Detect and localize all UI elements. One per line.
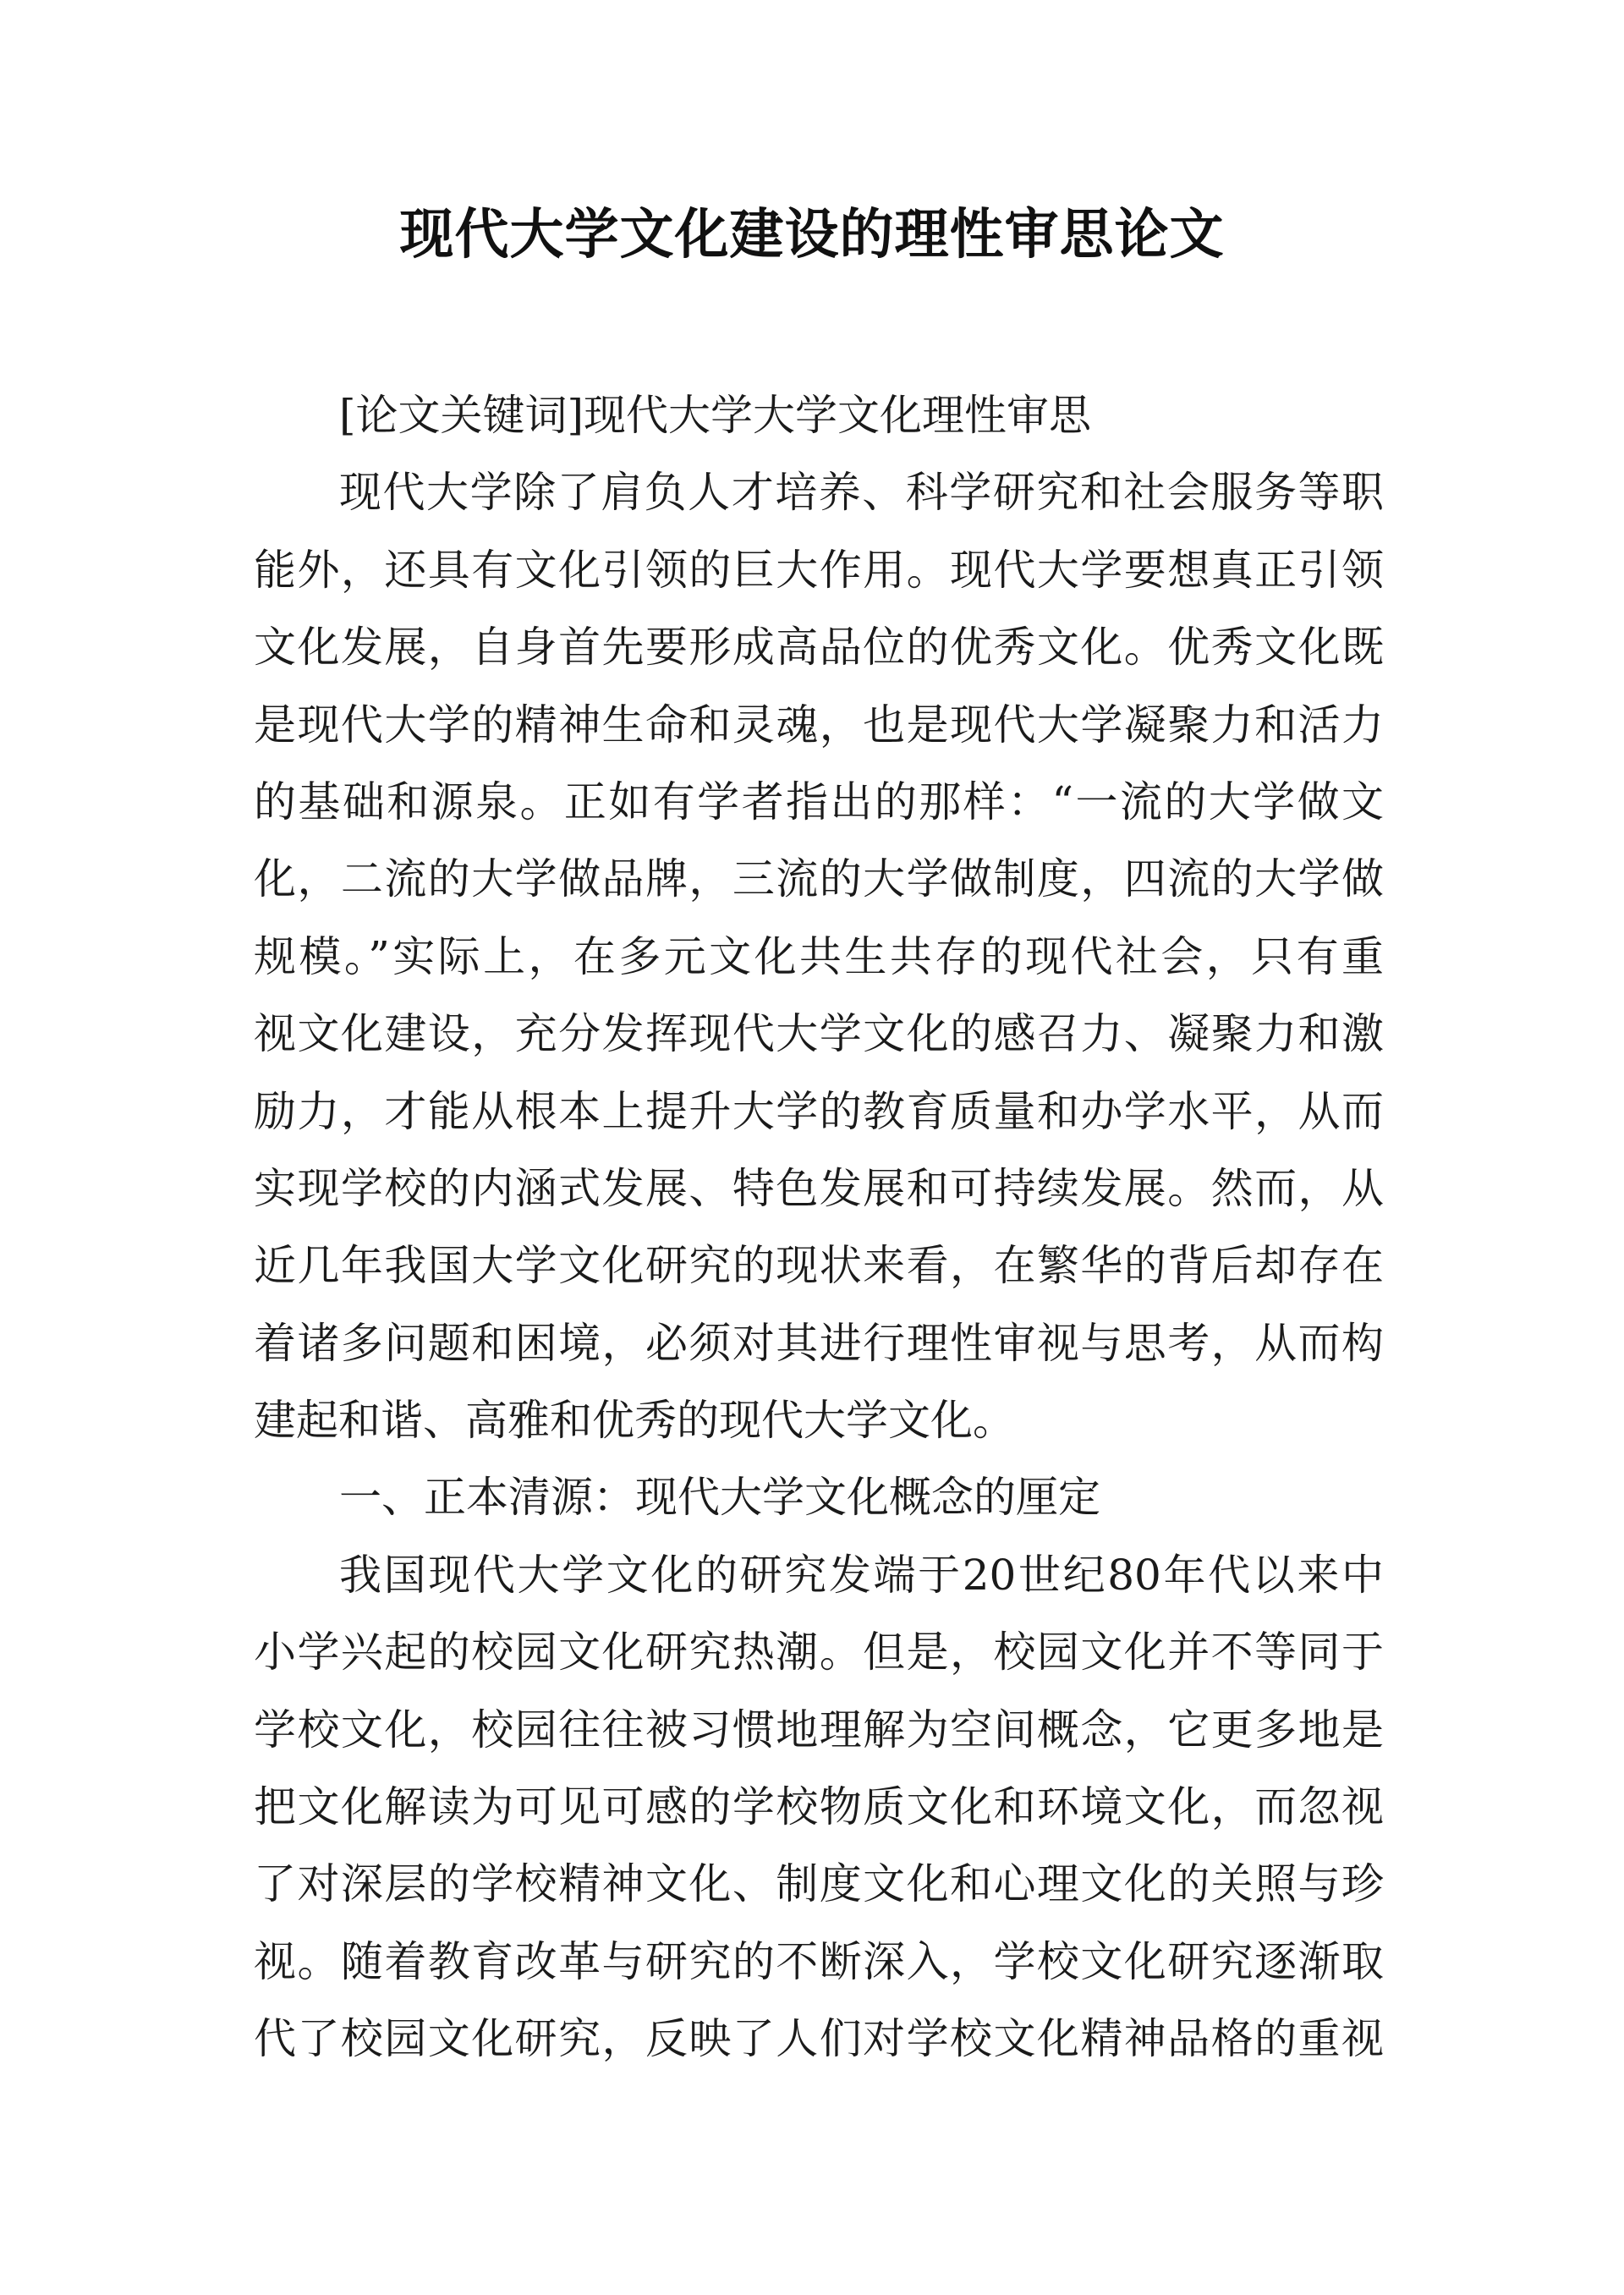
- text-line: 规模。”实际上，在多元文化共生共存的现代社会，只有重: [254, 931, 1384, 981]
- text-line: 了对深层的学校精神文化、制度文化和心理文化的关照与珍: [254, 1859, 1384, 1909]
- text-line: 代了校园文化研究，反映了人们对学校文化精神品格的重视: [254, 2014, 1384, 2064]
- text-line: 我国现代大学文化的研究发端于20世纪80年代以来中: [339, 1550, 1384, 1600]
- text-line: 视文化建设，充分发挥现代大学文化的感召力、凝聚力和激: [254, 1009, 1384, 1059]
- text-line: 化，二流的大学做品牌，三流的大学做制度，四流的大学做: [254, 854, 1384, 904]
- text-line: 实现学校的内涵式发展、特色发展和可持续发展。然而，从: [254, 1163, 1384, 1213]
- paragraph: [254, 454, 1384, 1459]
- text-line: 文化发展，自身首先要形成高品位的优秀文化。优秀文化既: [254, 623, 1384, 673]
- text-line: 近几年我国大学文化研究的现状来看，在繁华的背后却存在: [254, 1241, 1384, 1291]
- text-line: 现代大学除了肩负人才培养、科学研究和社会服务等职: [339, 468, 1384, 518]
- paragraph: [254, 377, 1384, 454]
- text-line: 视。随着教育改革与研究的不断深入，学校文化研究逐渐取: [254, 1936, 1384, 1986]
- text-line: 着诸多问题和困境，必须对其进行理性审视与思考，从而构: [254, 1318, 1384, 1368]
- paragraph: [254, 1459, 1384, 1536]
- document-body: [254, 377, 1384, 2078]
- text-line: 把文化解读为可见可感的学校物质文化和环境文化，而忽视: [254, 1782, 1384, 1832]
- text-line: 的基础和源泉。正如有学者指出的那样：“一流的大学做文: [254, 777, 1384, 826]
- text-line: 是现代大学的精神生命和灵魂，也是现代大学凝聚力和活力: [254, 700, 1384, 749]
- paragraph: [254, 1537, 1384, 2078]
- text-line: 能外，还具有文化引领的巨大作用。现代大学要想真正引领: [254, 545, 1384, 595]
- document-title: 现代大学文化建设的理性审思论文: [399, 203, 1225, 266]
- text-line: 一、正本清源：现代大学文化概念的厘定: [339, 1473, 1100, 1523]
- text-line: 建起和谐、高雅和优秀的现代大学文化。: [254, 1396, 1015, 1446]
- text-line: [论文关键词]现代大学大学文化理性审思: [339, 391, 1092, 440]
- text-line: 励力，才能从根本上提升大学的教育质量和办学水平，从而: [254, 1086, 1384, 1136]
- text-line: 小学兴起的校园文化研究热潮。但是，校园文化并不等同于: [254, 1628, 1384, 1677]
- text-line: 学校文化，校园往往被习惯地理解为空间概念，它更多地是: [254, 1705, 1384, 1754]
